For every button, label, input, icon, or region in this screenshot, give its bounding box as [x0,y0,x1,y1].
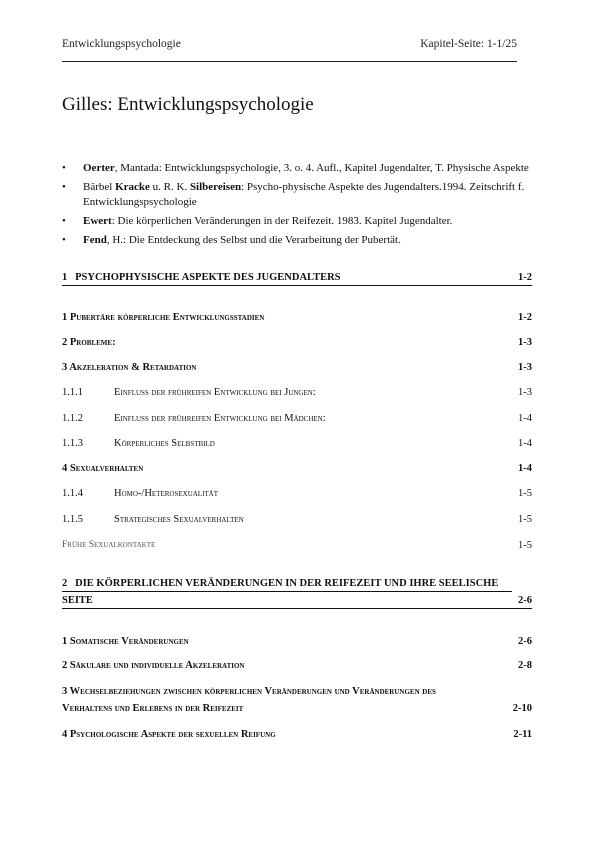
reference-item [62,180,535,210]
toc-entry-line2[interactable] [62,703,532,719]
toc-label: 1 Pubertäre körperliche Entwicklungsstadien [62,312,265,323]
toc-entry[interactable] [62,514,532,530]
toc-page: 2-6 [518,636,532,647]
reference-list [62,161,535,252]
toc-entry[interactable] [62,387,532,403]
toc-entry[interactable] [62,488,532,504]
toc-entry[interactable] [62,540,532,556]
toc-chapter-title-line1: DIE KÖRPERLICHEN VERÄNDERUNGEN IN DER REIFEZEIT UND IHRE SEELISCHE [75,578,499,589]
toc-entry[interactable] [62,686,532,702]
bullet-icon: • [62,181,66,193]
toc-page: 1-3 [518,387,532,398]
toc-page: 1-5 [518,488,532,499]
toc-page: 1-4 [518,438,532,449]
toc-page: 2-6 [518,595,532,606]
ref-text: , Mantada: Entwicklungspsychologie, 3. o. 4. Aufl., Kapitel Jugendalter, T. Physische Aspekte [114,162,529,174]
ref-author: Oerter [83,162,115,174]
toc-entry[interactable] [62,312,532,328]
toc-page: 1-3 [518,362,532,373]
toc-number: 1.1.2 [62,413,83,424]
toc-chapter-number: 2 [62,578,68,589]
toc-page: 2-11 [513,729,532,740]
toc-entry[interactable] [62,438,532,454]
chapter-1-rule [62,285,532,286]
toc-chapter-title-line2: SEITE [62,595,93,606]
ref-author: Fend [83,234,107,246]
toc-label: Frühe Sexualkontakte [62,540,156,550]
ref-text: u. R. K. [149,181,190,193]
toc-page: 2-10 [512,703,532,714]
toc-label: Homo-/Heterosexualität [114,488,219,499]
toc-page: 2-8 [518,660,532,671]
ref-text: Bärbel [83,181,116,193]
toc-page: 1-4 [518,413,532,424]
ref-text: : Psycho-physische Aspekte des Jugendalters.1994. Zeitschrift f. Entwicklungspsychologie [83,181,525,208]
ref-author: Ewert [83,215,112,227]
toc-label: Einfluss der frühreifen Entwicklung bei Jungen: [114,387,316,398]
toc-number: 1.1.1 [62,387,83,398]
ref-text: , H.: Die Entdeckung des Selbst und die Verarbeitung der Pubertät. [106,234,401,246]
toc-label: Körperliches Selbstbild [114,438,215,449]
toc-page: 1-5 [518,514,532,525]
bullet-icon: • [62,215,66,227]
toc-entry[interactable] [62,729,532,745]
toc-entry[interactable] [62,463,532,479]
document-title: Gilles: Entwicklungspsychologie [62,94,314,115]
toc-entry[interactable] [62,636,532,652]
toc-page: 1-5 [518,540,532,551]
reference-item [62,233,535,248]
bullet-icon: • [62,162,66,174]
toc-label: 3 Akzeleration & Retardation [62,362,197,373]
toc-entry[interactable] [62,413,532,429]
header-left: Entwicklungspsychologie [62,38,181,50]
chapter-2-rule-line1 [62,591,512,592]
header-rule [62,61,517,62]
ref-author: Kracke [115,181,150,193]
toc-page: 1-2 [518,312,532,323]
toc-chapter-number: 1 [62,272,68,283]
toc-chapter-title: PSYCHOPHYSISCHE ASPEKTE DES JUGENDALTERS [75,272,341,283]
reference-item [62,161,535,176]
toc-label: 1 Somatische Veränderungen [62,636,189,647]
toc-entry[interactable] [62,337,532,353]
bullet-icon: • [62,234,66,246]
toc-label: Strategisches Sexualverhalten [114,514,244,525]
toc-number: 1.1.4 [62,488,83,499]
toc-label: Verhaltens und Erlebens in der Reifezeit [62,703,244,714]
toc-entry[interactable] [62,362,532,378]
chapter-2-rule [62,608,532,609]
toc-label: Einfluss der frühreifen Entwicklung bei Mädchen: [114,413,326,424]
toc-number: 1.1.5 [62,514,83,525]
toc-page: 1-4 [518,463,532,474]
toc-number: 1.1.3 [62,438,83,449]
toc-label: 4 Sexualverhalten [62,463,144,474]
toc-entry[interactable] [62,660,532,676]
toc-label: 2 Säkulare und individuelle Akzeleration [62,660,245,671]
reference-item [62,214,535,229]
toc-label: 4 Psychologische Aspekte der sexuellen Reifung [62,729,276,740]
ref-author: Silbereisen [189,181,242,193]
toc-page: 1-3 [518,337,532,348]
toc-label: 3 Wechselbeziehungen zwischen körperlichen Veränderungen und Veränderungen des [62,686,436,697]
header-right: Kapitel-Seite: 1-1/25 [420,38,517,50]
toc-label: 2 Probleme: [62,337,116,348]
ref-text: : Die körperlichen Veränderungen in der Reifezeit. 1983. Kapitel Jugendalter. [111,215,453,227]
toc-page: 1-2 [518,272,532,283]
